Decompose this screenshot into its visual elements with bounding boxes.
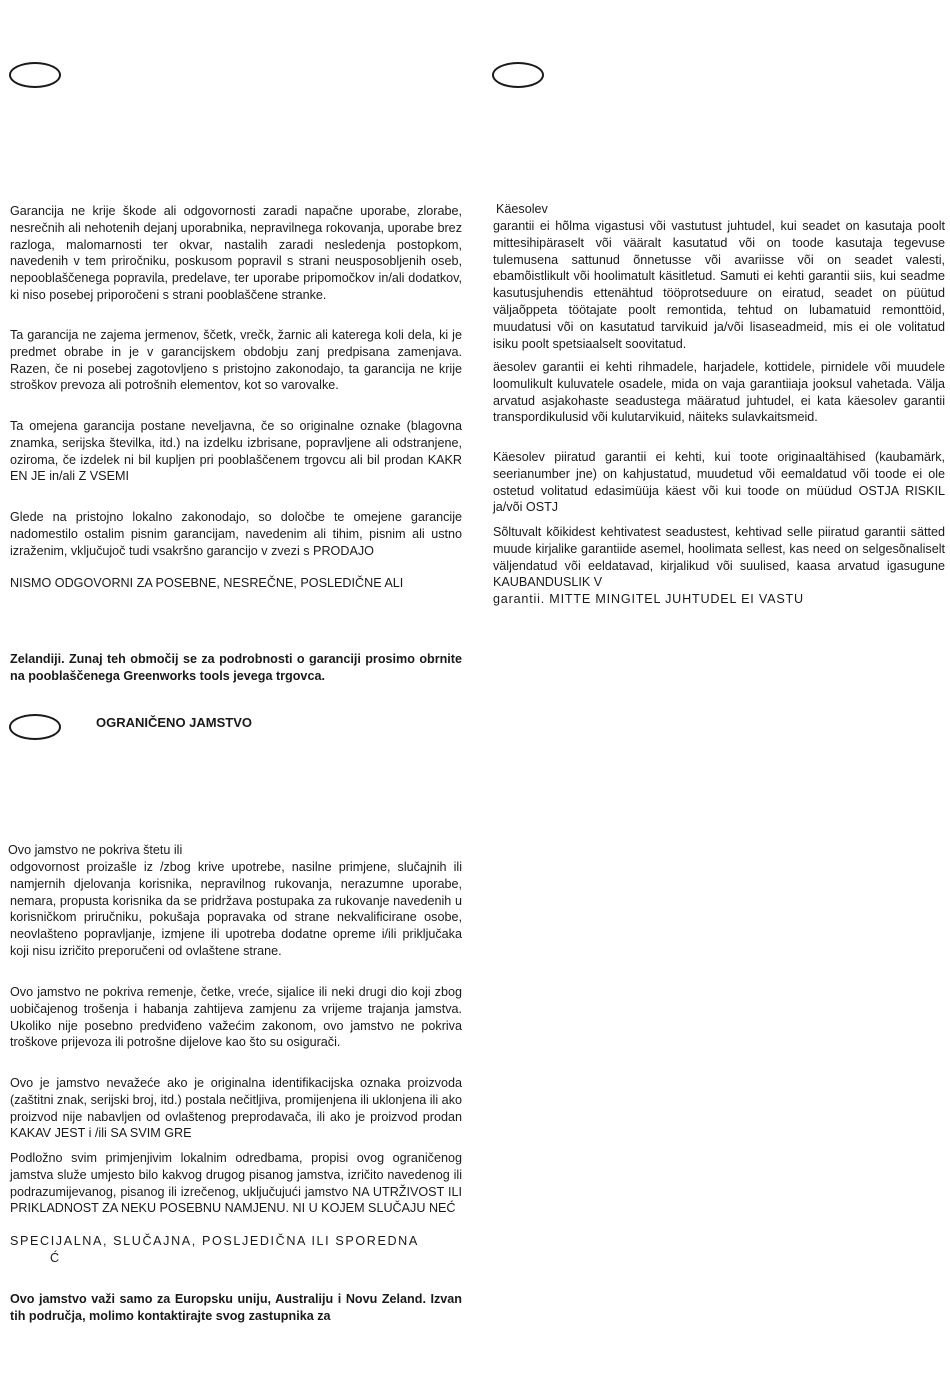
sl-paragraph-2: Ta garancija ne zajema jermenov, ščetk, vrečk, žarnic ali katerega koli dela, ki je predmet obrabe in je v garancijskem obdobju zanj predpisana zamenjava. Razen, če ni posebej zagotovljeno s pristojno zakonodajo, ta garancija ne krije stroškov prevoza ali potrošnih elementov, kot so varovalke.	[10, 328, 462, 393]
sl-bold-note: Zelandiji. Zunaj teh območij se za podrobnosti o garanciji prosimo obrnite na pooblaščenega Greenworks tools jevega trgovca.	[10, 652, 462, 683]
hr-bold-note: Ovo jamstvo važi samo za Europsku uniju, Australiju i Novu Zeland. Izvan tih područja, molimo kontaktirajte svog zastupnika za	[10, 1292, 462, 1323]
et-paragraph-3: Käesolev piiratud garantii ei kehti, kui toote originaaltähised (kaubamärk, seerianumber jne) on kahjustatud, muudetud või eemaldatud või toode ei ole ostetud volitatud edasimüüja käest või kui toode on müüdud OSTJA RISKIL ja/või OSTJ	[493, 450, 945, 515]
et-paragraph-1-first-line: Käesolev	[496, 202, 548, 216]
language-badge-oval-et	[492, 62, 544, 88]
sl-paragraph-1: Garancija ne krije škode ali odgovornosti zaradi napačne uporabe, zlorabe, nesrečnih ali nehotenih dejanj uporabnika, nepravilnega rokovanja, uporabe brez razloga, malomarnosti ter okvar, nastalih zaradi nesledenja postopkom, navedenih v tem priročniku, poskusom popravil s strani neusposobljenih oseb, nepooblaščenega popravila, predelave, ter uporabe pripomočkov in/ali dodatkov, ki niso posebej priporočeni s strani pooblaščene stranke.	[10, 204, 462, 302]
hr-paragraph-2: Ovo jamstvo ne pokriva remenje, četke, vreće, sijalice ili neki drugi dio koji zbog uobičajenog trošenja i habanja zahtijeva zamjenu za vrijeme trajanja jamstva. Ukoliko nije posebno predviđeno važećim zakonom, ovo jamstvo ne pokriva troškove prijevoza ili potrošne dijelove kao što su osigurači.	[10, 985, 462, 1050]
sl-paragraph-5: NISMO ODGOVORNI ZA POSEBNE, NESREČNE, POSLEDIČNE ALI	[10, 576, 404, 590]
hr-heading: OGRANIČENO JAMSTVO	[96, 715, 253, 730]
hr-paragraph-5: SPECIJALNA, SLUČAJNA, POSLJEDIČNA ILI SPOREDNA	[10, 1234, 419, 1248]
language-badge-oval-sl	[9, 62, 61, 88]
et-paragraph-5: garantii. MITTE MINGITEL JUHTUDEL EI VASTU	[493, 592, 804, 606]
language-badge-oval-hr	[9, 714, 61, 740]
sl-paragraph-4: Glede na pristojno lokalno zakonodajo, so določbe te omejene garancije nadomestilo ostalim pisnim garancijam, navedenim ali tihim, pisnim ali ustno izraženim, vključujoč tudi vsakršno garancijo v zvezi s PRODAJO	[10, 510, 462, 558]
et-paragraph-1: garantii ei hõlma vigastusi või vastutust juhtudel, kui seadet on kasutaja poolt mittesihipäraselt või vääralt kasutatud või on toode kasutaja tegevuse tulemusena sattunud õnnetusse või avariisse või on seadet valesti, ebamõistlikult või hoolimatult käsitletud. Samuti ei kehti garantii siis, kui seadme kasutusjuhendis ettenähtud tööprotseduure on eiratud, seadet on püütud väljaõppeta töötajate poolt remontida, tehtud on lubamatuid remonttöid, muudatusi või on kasutatud tarvikuid ja/või lisaseadmeid, mis ei ole volitatud isiku poolt spetsiaalselt soovitatud.	[493, 219, 945, 351]
hr-paragraph-3: Ovo je jamstvo nevažeće ako je originalna identifikacijska oznaka proizvoda (zaštitni znak, serijski broj, itd.) postala nečitljiva, promijenjena ili uklonjena ili ako proizvod nije nabavljen od ovlaštenog preprodavača, ili ako je proizvod prodan KAKAV JEST i /ili SA SVIM GRE	[10, 1076, 462, 1141]
sl-paragraph-3: Ta omejena garancija postane neveljavna, če so originalne oznake (blagovna znamka, serijska številka, itd.) na izdelku izbrisane, popravljene ali odstranjene, oziroma, če izdelek ni bil kupljen pri pooblaščenem trgovcu ali bil prodan KAKR EN JE in/ali Z VSEMI	[10, 419, 462, 484]
et-paragraph-2: äesolev garantii ei kehti rihmadele, harjadele, kottidele, pirnidele või muudele loomulikult kuluvatele osadele, mida on vaja garantiiaja jooksul vahetada. Välja arvatud asjakohaste seadustega määratud juhtudel, ei kata käesolev garantii transpordikulusid või kulutarvikuid, näiteks sulavkaitsmeid.	[493, 360, 945, 425]
hr-paragraph-4: Podložno svim primjenjivim lokalnim odredbama, propisi ovog ograničenog jamstva služe umjesto bilo kakvog drugog pisanog jamstva, izričito navedenog ili podrazumijevanog, pisanog ili izrečenog, uključujući jamstvo NA UTRŽIVOST ILI PRIKLADNOST ZA NEKU POSEBNU NAMJENU. NI U KOJEM SLUČAJU NEĆ	[10, 1151, 462, 1216]
hr-paragraph-1: odgovornost proizašle iz /zbog krive upotrebe, nasilne primjene, slučajnih ili namjernih djelovanja korisnika, nepravilnog rukovanja, nerazumne uporabe, nemara, propusta korisnika da se pridržava postupaka za rukovanje navedenih u korisničkom priručniku, pokušaja popravaka od strane nekvalificirane osobe, neovlašteno popravljanje, izmjene ili upotreba dodatne opreme i/ili priključaka koji nisu izričito preporučeni od ovlaštene strane.	[10, 860, 462, 958]
hr-paragraph-1-first-line: Ovo jamstvo ne pokriva štetu ili	[8, 843, 183, 857]
hr-paragraph-5-char: Ć	[50, 1251, 60, 1265]
et-paragraph-4: Sõltuvalt kõikidest kehtivatest seadustest, kehtivad selle piiratud garantii sätted muude kirjalike garantiide asemel, hoolimata sellest, kas need on selgesõnaliselt väljendatud või eeldatavad, kirjalikud või suulised, kaasa arvatud igasugune KAUBANDUSLIK V	[493, 525, 945, 590]
